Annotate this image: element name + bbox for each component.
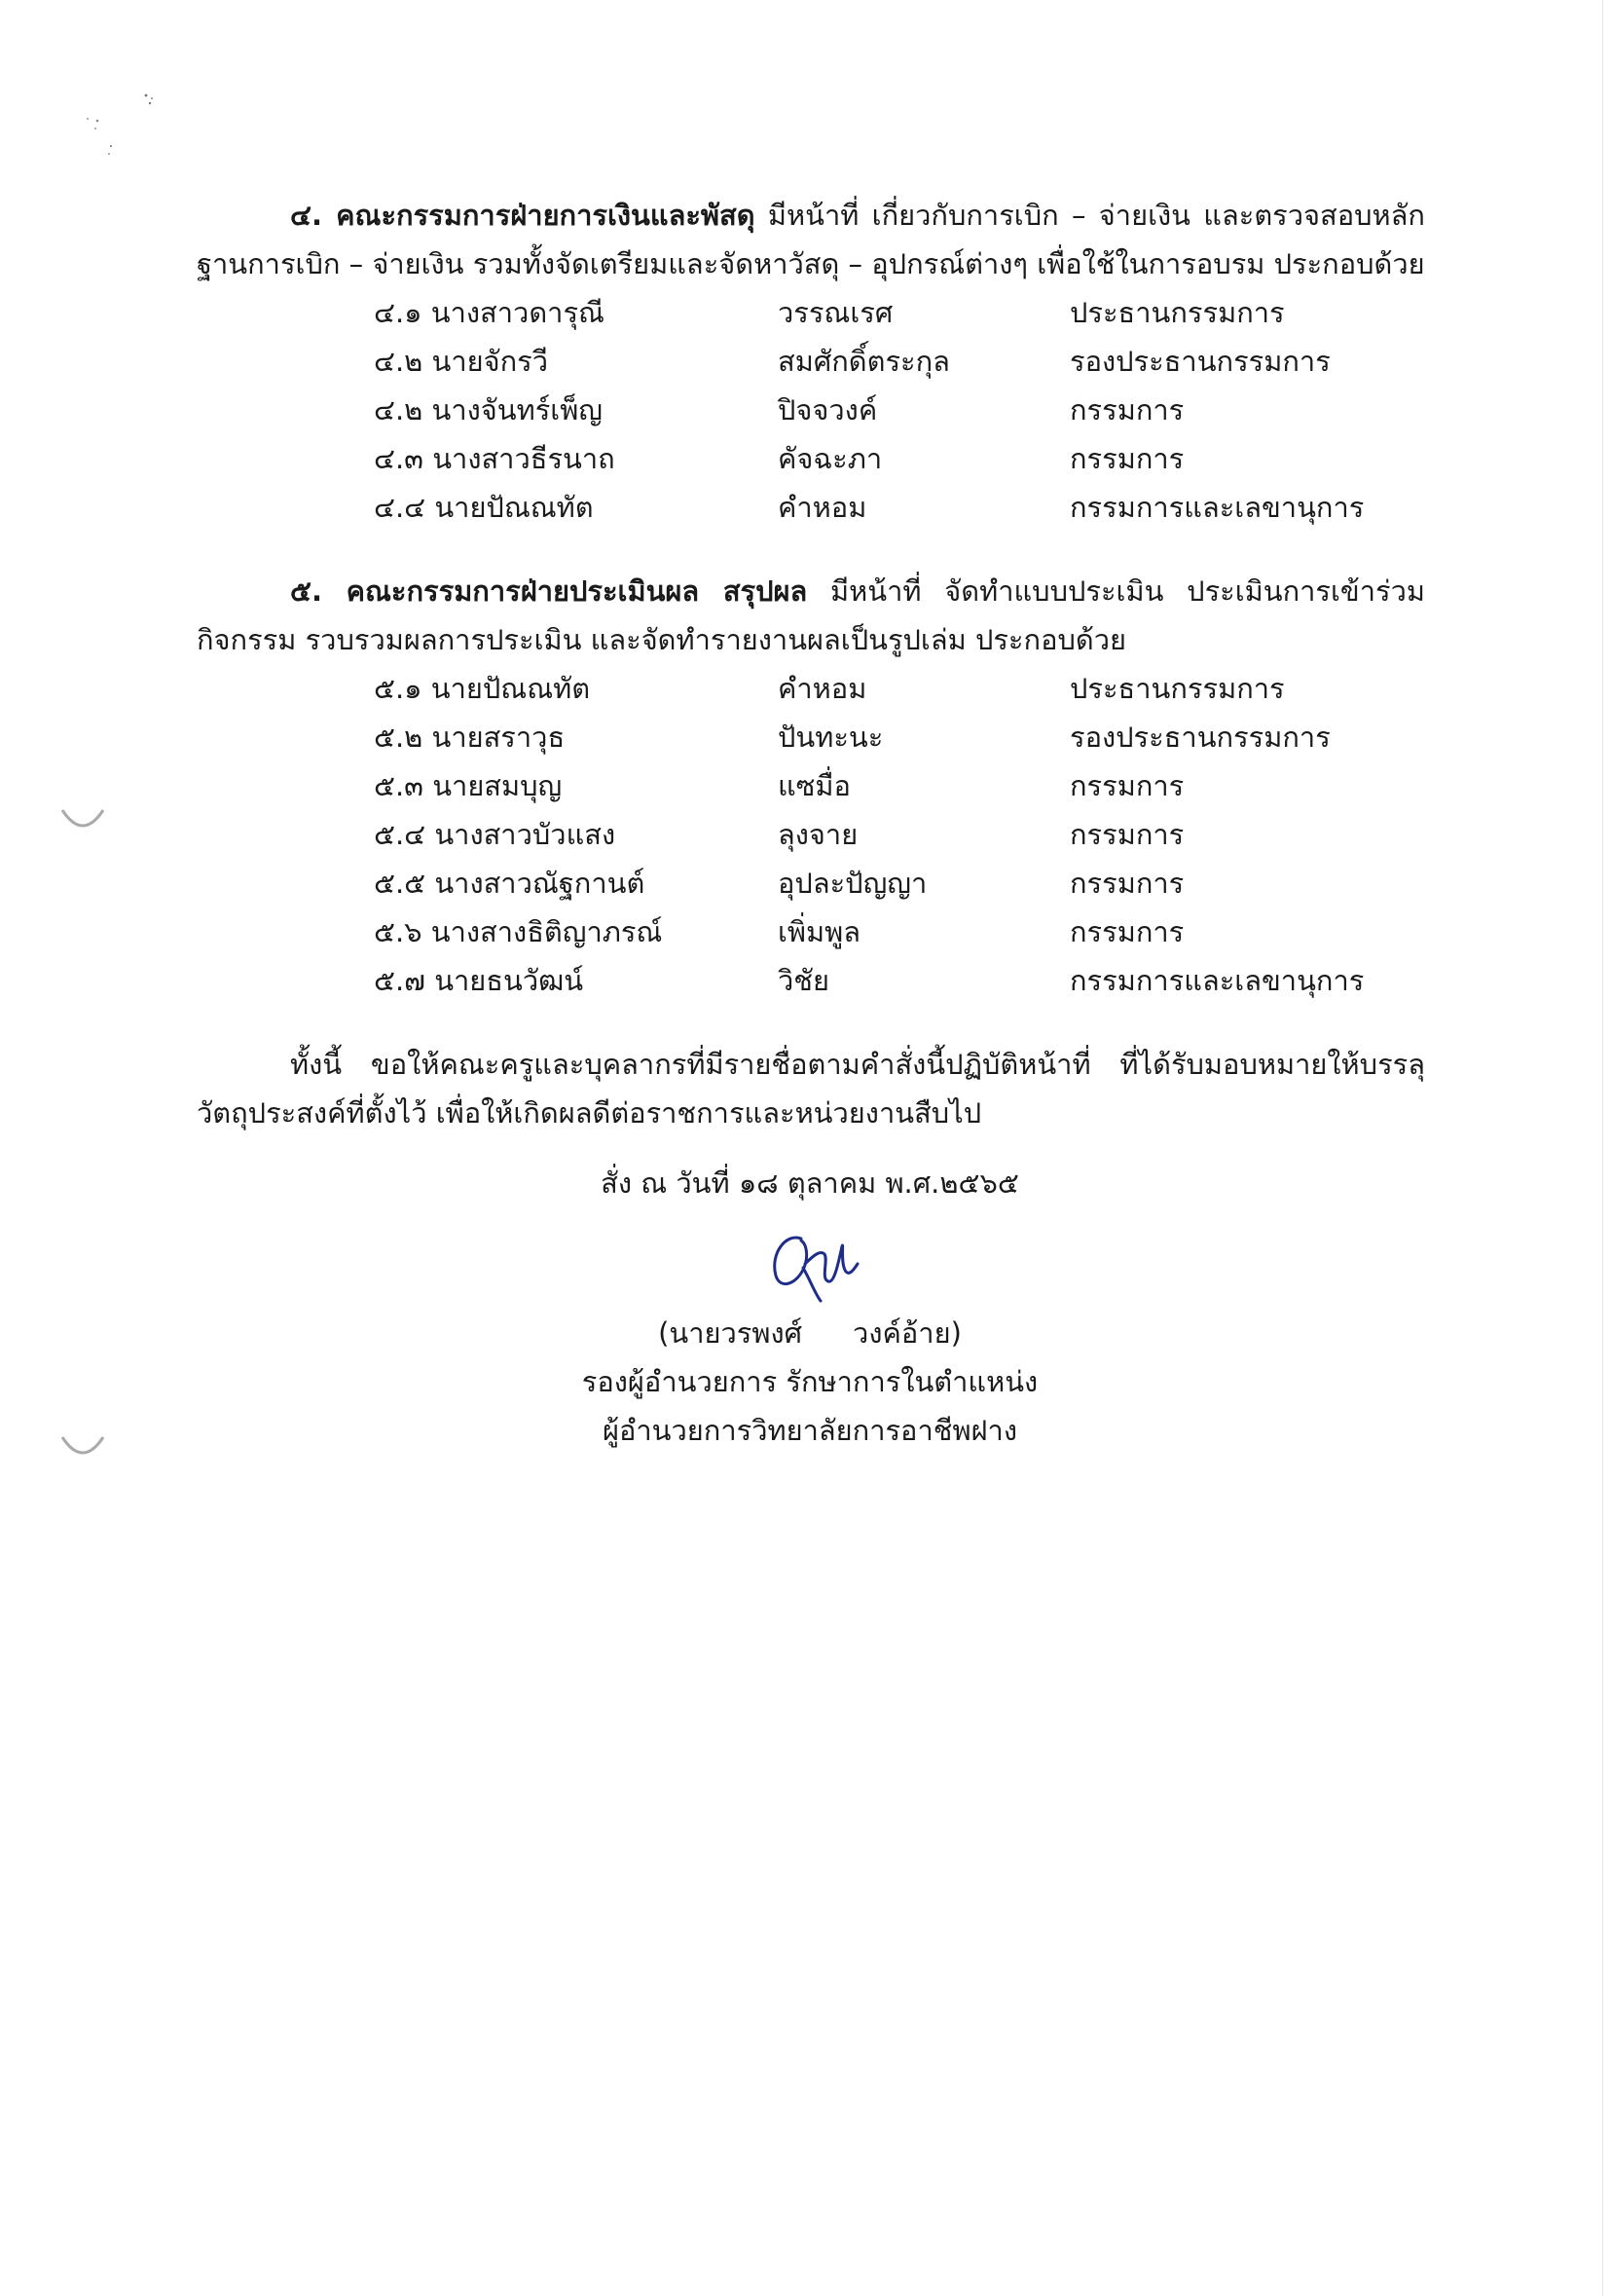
member-row — [374, 907, 1425, 956]
member-name: ๔.๓ นางสาวธีรนาถ — [374, 442, 615, 475]
signer-title-line-2: ผู้อำนวยการวิทยาลัยการอาชีพฝาง — [602, 1414, 1017, 1447]
member-name: ๕.๑ นายปัณณทัต — [374, 672, 591, 705]
member-surname: แซมื่อ — [778, 769, 851, 802]
member-row — [374, 386, 1425, 434]
member-row — [374, 956, 1425, 1005]
scan-edge — [1602, 0, 1603, 2296]
member-surname: เพิ่มพูล — [778, 915, 861, 948]
section-5-member-list — [374, 664, 1425, 1005]
member-role: รองประธานกรรมการ — [1070, 345, 1331, 378]
member-role: กรรมการ — [1070, 442, 1185, 475]
closing-text: ทั้งนี้ ขอให้คณะครูและบุคลากรที่มีรายชื่อตามคำสั่งนี้ปฏิบัติหน้าที่ ที่ได้รับมอบหมายให้บรรลุวัตถุประสงค์ที่ตั้งไว้ เพื่อให้เกิดผลดีต่อราชการและหน่วยงานสืบไป — [197, 1048, 1425, 1129]
member-row — [374, 337, 1425, 386]
member-role: กรรมการและเลขานุการ — [1070, 491, 1365, 524]
member-role: กรรมการ — [1070, 867, 1185, 900]
member-name: ๔.๒ นายจักรวี — [374, 345, 549, 378]
signature-block — [401, 1159, 1219, 1455]
member-row — [374, 713, 1425, 761]
member-surname: วรรณเรศ — [778, 296, 894, 329]
section-5-heading: ๕. คณะกรรมการฝ่ายประเมินผล สรุปผล — [290, 574, 808, 608]
section-5-paragraph — [197, 567, 1425, 664]
section-4-member-list — [374, 288, 1425, 532]
member-role: กรรมการและเลขานุการ — [1070, 964, 1365, 997]
member-row — [374, 859, 1425, 907]
member-role: กรรมการ — [1070, 769, 1185, 802]
member-role: กรรมการ — [1070, 818, 1185, 851]
member-surname: ปิจจวงค์ — [778, 393, 878, 426]
section-finance-committee — [197, 191, 1425, 532]
member-surname: สมศักดิ์ตระกุล — [778, 345, 950, 378]
signature-scribble — [756, 1225, 863, 1309]
member-name: ๔.๒ นางจันทร์เพ็ญ — [374, 393, 604, 426]
member-surname: ปันทะนะ — [778, 721, 884, 754]
member-surname: คำหอม — [778, 491, 867, 524]
member-role: กรรมการ — [1070, 393, 1185, 426]
member-row — [374, 664, 1425, 713]
member-row — [374, 810, 1425, 859]
punch-hole-bottom — [60, 1435, 105, 1459]
member-role: รองประธานกรรมการ — [1070, 721, 1331, 754]
handwritten-signature — [401, 1219, 1219, 1309]
section-4-body: มีหน้าที่ เกี่ยวกับการเบิก – จ่ายเงิน และตรวจสอบหลักฐานการเบิก – จ่ายเงิน รวมทั้งจัดเตรียมและจัดหาวัสดุ – อุปกรณ์ต่างๆ เพื่อใช้ในการอบรม ประกอบด้วย — [197, 199, 1425, 280]
member-name: ๔.๑ นางสาวดารุณี — [374, 296, 604, 329]
closing-paragraph — [197, 1040, 1425, 1137]
member-name: ๕.๓ นายสมบุญ — [374, 769, 563, 802]
section-evaluation-committee — [197, 567, 1425, 1005]
member-role: กรรมการ — [1070, 915, 1185, 948]
section-5-body: มีหน้าที่ จัดทำแบบประเมิน ประเมินการเข้าร่วมกิจกรรม รวบรวมผลการประเมิน และจัดทำรายงานผลเป็นรูปเล่ม ประกอบด้วย — [197, 574, 1425, 656]
member-name: ๕.๗ นายธนวัฒน์ — [374, 964, 584, 997]
member-name: ๕.๕ นางสาวณัฐกานต์ — [374, 867, 645, 900]
member-row — [374, 483, 1425, 532]
signer-name — [401, 1309, 1219, 1357]
member-surname: วิชัย — [778, 964, 829, 997]
punch-hole-top — [60, 808, 105, 832]
member-name: ๕.๒ นายสราวุธ — [374, 721, 566, 754]
signer-first-name: (นายวรพงศ์ — [658, 1316, 803, 1350]
member-role: ประธานกรรมการ — [1070, 296, 1285, 329]
signer-last-name: วงค์อ้าย) — [853, 1316, 962, 1350]
member-row — [374, 761, 1425, 810]
member-name: ๕.๖ นางสางธิติญาภรณ์ — [374, 915, 663, 948]
member-row — [374, 434, 1425, 483]
scan-specks — [82, 90, 179, 167]
member-role: ประธานกรรมการ — [1070, 672, 1285, 705]
document-body — [197, 191, 1425, 1455]
member-surname: ลุงจาย — [778, 818, 859, 851]
signer-title-line-1: รองผู้อำนวยการ รักษาการในตำแหน่ง — [581, 1365, 1039, 1398]
member-surname: คำหอม — [778, 672, 867, 705]
member-row — [374, 288, 1425, 337]
member-surname: คัจฉะภา — [778, 442, 883, 475]
order-date: สั่ง ณ วันที่ ๑๘ ตุลาคม พ.ศ.๒๕๖๕ — [601, 1167, 1019, 1200]
section-4-paragraph — [197, 191, 1425, 288]
member-surname: อุปละปัญญา — [778, 867, 928, 900]
section-4-heading: ๔. คณะกรรมการฝ่ายการเงินและพัสดุ — [290, 199, 755, 232]
member-name: ๕.๔ นางสาวบัวแสง — [374, 818, 616, 851]
member-name: ๔.๔ นายปัณณทัต — [374, 491, 594, 524]
